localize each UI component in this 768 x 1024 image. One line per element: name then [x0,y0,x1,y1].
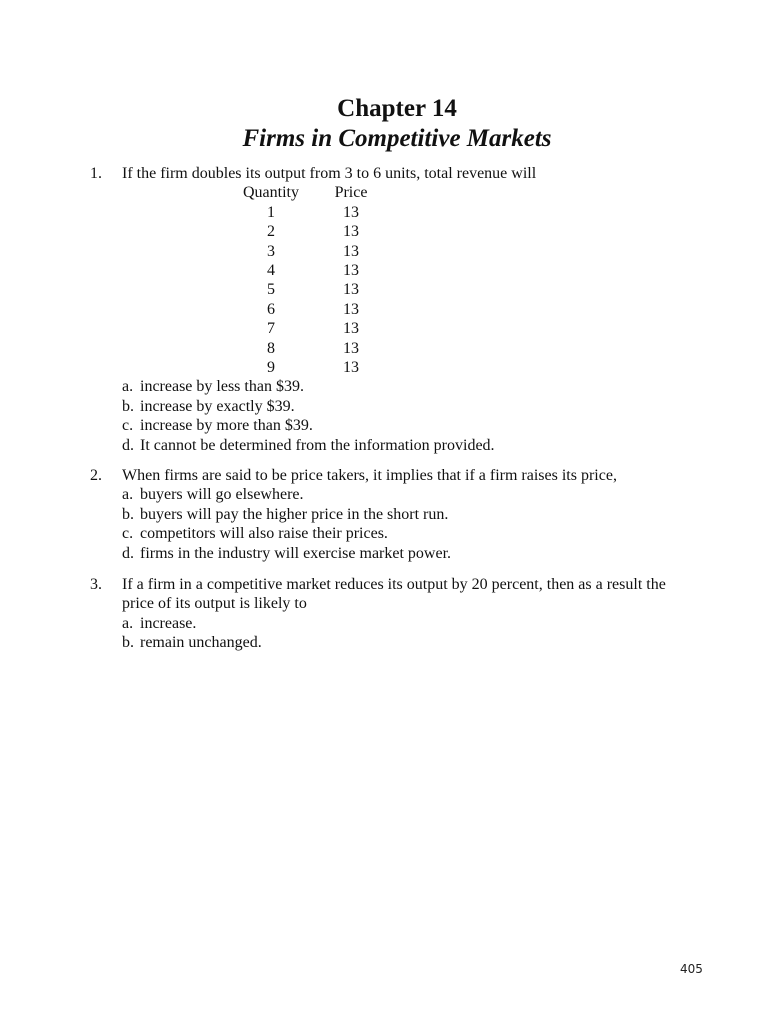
question-number: 2. [90,467,102,484]
question-text: If the firm doubles its output from 3 to 6 units, total revenue will [122,165,537,182]
table-cell-quantity: 7 [267,320,275,338]
answer-choice-b [122,505,690,524]
choice-text: buyers will go elsewhere. [140,486,304,504]
choice-letter: a. [122,378,134,396]
choice-text: firms in the industry will exercise market power. [140,544,452,562]
table-cell-price: 13 [343,223,359,241]
page-number: 405 [680,962,703,976]
table-cell-quantity: 4 [267,262,275,280]
table-row [242,319,368,338]
choice-text: increase by exactly $39. [140,397,295,415]
question-2 [90,466,690,563]
choice-text: increase by less than $39. [140,378,304,396]
table-cell-price: 13 [343,242,359,260]
choice-letter: a. [122,486,134,504]
chapter-title: Chapter 14 [337,95,457,122]
answer-choice-a [122,614,682,633]
table-cell-price: 13 [343,281,359,299]
choice-letter: a. [122,614,134,632]
table-cell-quantity: 3 [267,242,275,260]
answer-choice-d [122,436,690,455]
table-header-row [242,183,368,202]
table-cell-price: 13 [343,300,359,318]
table-cell-price: 13 [343,339,359,357]
table-row [242,261,368,280]
question-number: 1. [90,165,102,182]
question-1 [90,164,690,455]
table-cell-quantity: 2 [267,223,275,241]
choice-text: It cannot be determined from the information provided. [140,436,495,454]
answer-choice-c [122,524,690,543]
table-header-quantity: Quantity [243,184,299,202]
answer-choice-d [122,544,690,563]
table-cell-price: 13 [343,203,359,221]
choice-letter: c. [122,525,134,543]
choice-text: buyers will pay the higher price in the short run. [140,505,449,523]
table-cell-price: 13 [343,359,359,377]
answer-choice-a [122,485,690,504]
choice-letter: b. [122,505,134,523]
table-cell-quantity: 1 [267,203,275,221]
choice-letter: b. [122,397,134,415]
question-3 [90,575,690,653]
table-row [242,242,368,261]
table-header-price: Price [334,184,368,202]
table-cell-quantity: 8 [267,339,275,357]
table-row [242,300,368,319]
choice-text: competitors will also raise their prices. [140,525,388,543]
choice-letter: c. [122,417,134,435]
choice-text: remain unchanged. [140,634,262,652]
question-text: If a firm in a competitive market reduces its output by 20 percent, then as a result the price of its output is likely to [122,576,666,613]
table-cell-quantity: 6 [267,300,275,318]
quantity-price-table [242,183,368,377]
choice-letter: b. [122,634,134,652]
question-text: When firms are said to be price takers, it implies that if a firm raises its price, [122,467,617,484]
answer-choice-b [122,633,682,652]
choice-letter: d. [122,544,134,562]
table-row [242,203,368,222]
answer-choice-b [122,397,690,416]
table-row [242,280,368,299]
choice-text: increase. [140,614,197,632]
question-number: 3. [90,576,102,593]
choice-letter: d. [122,436,134,454]
answer-choice-a [122,377,690,396]
table-row [242,358,368,377]
answer-choice-c [122,416,690,435]
table-cell-price: 13 [343,320,359,338]
table-row [242,222,368,241]
table-cell-price: 13 [343,262,359,280]
table-row [242,339,368,358]
choice-text: increase by more than $39. [140,417,313,435]
chapter-subtitle: Firms in Competitive Markets [242,125,552,152]
table-cell-quantity: 9 [267,359,275,377]
table-cell-quantity: 5 [267,281,275,299]
